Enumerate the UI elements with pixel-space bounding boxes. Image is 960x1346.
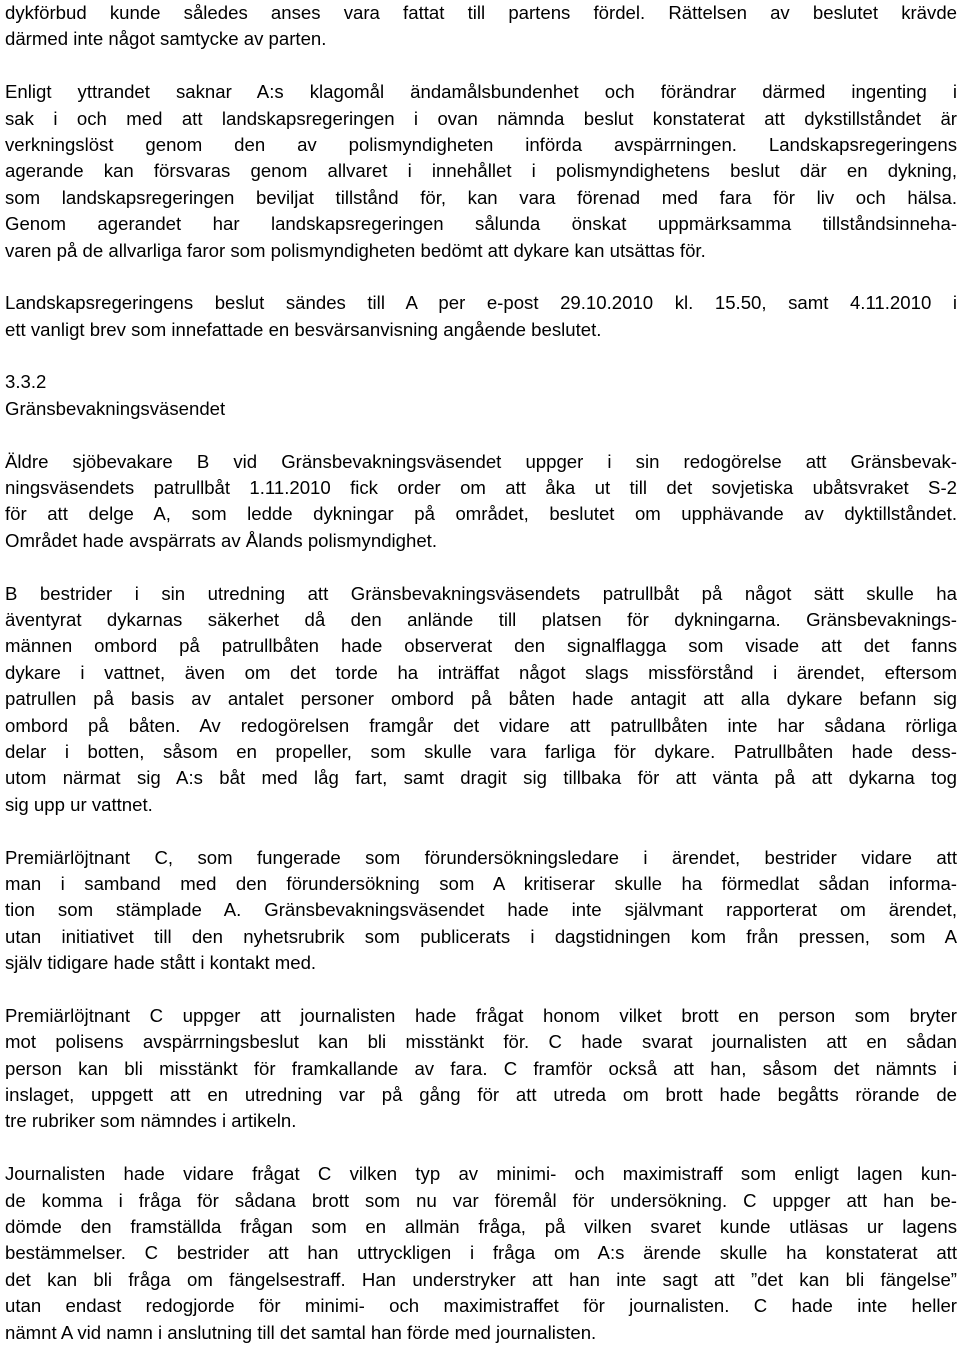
text-line: sig upp ur vattnet. (5, 793, 153, 815)
text-line: Äldre sjöbevakare B vid Gränsbevakningsväsendet uppger i sin redogörelse att Gränsbevak- (5, 450, 957, 472)
text-line: ombord på båten. Av redogörelsen framgår det vidare att patrullbåten inte har sådana rörliga (5, 714, 957, 736)
text-line: därmed inte något samtycke av parten. (5, 28, 327, 50)
section-number: 3.3.2 (5, 371, 47, 393)
text-line: tre rubriker som nämndes i artikeln. (5, 1110, 297, 1132)
text-line: man i samband med den förundersökning som A kritiserar skulle ha förmedlat sådan informa- (5, 872, 957, 894)
text-line: de komma i fråga för sådana brott som nu var föremål för undersökning. C uppger att han be- (5, 1189, 957, 1211)
text-line: för att delge A, som ledde dykningar på området, beslutet om upphävande av dyktillståndet. (5, 503, 957, 525)
section-heading (5, 369, 957, 422)
text-line: tion som stämplade A. Gränsbevakningsväsendet hade inte självmant rapporterat om ärendet, (5, 899, 957, 921)
text-line: B bestrider i sin utredning att Gränsbevakningsväsendets patrullbåt på något sätt skulle ha (5, 582, 957, 604)
text-line: inslaget, uppgett att en utredning var på gång för att utreda om brott hade begåtts rörande de (5, 1084, 957, 1106)
text-line: männen ombord på patrullbåten hade observerat den signalflagga som visade att det fanns (5, 635, 957, 657)
paragraph-2 (5, 79, 957, 264)
text-line: verkningslöst genom den av polismyndigheten införda avspärrningen. Landskapsregeringens (5, 133, 957, 155)
paragraph-5 (5, 581, 957, 819)
text-line: patrullen på basis av antalet personer ombord på båten hade antagit att alla dykare befann sig (5, 688, 957, 710)
text-line: Premiärlöjtnant C uppger att journalisten hade frågat honom vilket brott en person som bryter (5, 1004, 957, 1026)
text-line: nämnt A vid namn i anslutning till det samtal han förde med journalisten. (5, 1321, 597, 1343)
text-line: delar i botten, såsom en propeller, som skulle vara farliga för dykare. Patrullbåten hade dess- (5, 740, 957, 762)
text-line: Enligt yttrandet saknar A:s klagomål ändamålsbundenhet och förändrar därmed ingenting i (5, 81, 957, 103)
text-line: Journalisten hade vidare frågat C vilken typ av minimi- och maximistraff som enligt lagen kun- (5, 1163, 957, 1185)
text-line: dykförbud kunde således anses vara fattat till partens fördel. Rättelsen av beslutet krävde (5, 2, 957, 23)
text-line: äventyrat dykarnas säkerhet då den anlände till platsen för dykningarna. Gränsbevaknings- (5, 608, 957, 630)
paragraph-1 (5, 0, 957, 53)
text-line: utan endast redogjorde för minimi- och maximistraffet för journalisten. C hade inte heller (5, 1295, 957, 1317)
text-line: som landskapsregeringen beviljat tillstånd för, kan vara förenad med fara för liv och hälsa. (5, 186, 957, 208)
paragraph-4 (5, 449, 957, 555)
document-page (5, 0, 957, 1346)
text-line: Området hade avspärrats av Ålands polismyndighet. (5, 529, 438, 551)
text-line: ningsväsendets patrullbåt 1.11.2010 fick order om att åka ut till det sovjetiska ubåtsvraket S-2 (5, 477, 957, 499)
paragraph-3 (5, 290, 957, 343)
paragraph-8 (5, 1161, 957, 1346)
text-line: ett vanligt brev som innefattade en besvärsanvisning angående beslutet. (5, 318, 602, 340)
paragraph-6 (5, 845, 957, 977)
text-line: sak i och med att landskapsregeringen i ovan nämnda beslut konstaterat att dykstillståndet är (5, 107, 957, 129)
text-line: agerande kan försvaras genom allvaret i innehållet i polismyndighetens beslut där en dykning, (5, 160, 957, 182)
text-line: dömde den framställda frågan som en allmän fråga, på vilken svaret kunde utläsas ur lagens (5, 1215, 957, 1237)
text-line: Landskapsregeringens beslut sändes till A per e-post 29.10.2010 kl. 15.50, samt 4.11.2010 i (5, 292, 957, 314)
text-line: bestämmelser. C bestrider att han uttryckligen i fråga om A:s ärende skulle ha konstaterat att (5, 1242, 957, 1264)
text-line: Genom agerandet har landskapsregeringen sålunda önskat uppmärksamma tillståndsinneha- (5, 213, 957, 235)
text-line: varen på de allvarliga faror som polismyndigheten bedömt att dykare kan utsättas för. (5, 239, 706, 261)
section-title: Gränsbevakningsväsendet (5, 397, 226, 419)
text-line: utan initiativet till den nyhetsrubrik som publicerats i dagstidningen kom från pressen, som A (5, 925, 957, 947)
text-line: Premiärlöjtnant C, som fungerade som förundersökningsledare i ärendet, bestrider vidare att (5, 846, 957, 868)
text-line: själv tidigare hade stått i kontakt med. (5, 952, 317, 974)
text-line: mot polisens avspärrningsbeslut kan bli misstänkt för. C hade svarat journalisten att en sådan (5, 1031, 957, 1053)
text-line: dykare i vattnet, även om det torde ha inträffat något slags missförstånd i ärendet, eftersom (5, 661, 957, 683)
paragraph-7 (5, 1003, 957, 1135)
text-line: det kan bli fråga om fängelsestraff. Han understryker att han inte sagt att ”det kan bli fängelse” (5, 1268, 957, 1290)
text-line: utom närmat sig A:s båt med låg fart, samt dragit sig tillbaka för att vänta på att dykarna tog (5, 767, 957, 789)
text-line: person kan bli misstänkt för framkallande av fara. C framför också att han, såsom det nämnts i (5, 1057, 957, 1079)
